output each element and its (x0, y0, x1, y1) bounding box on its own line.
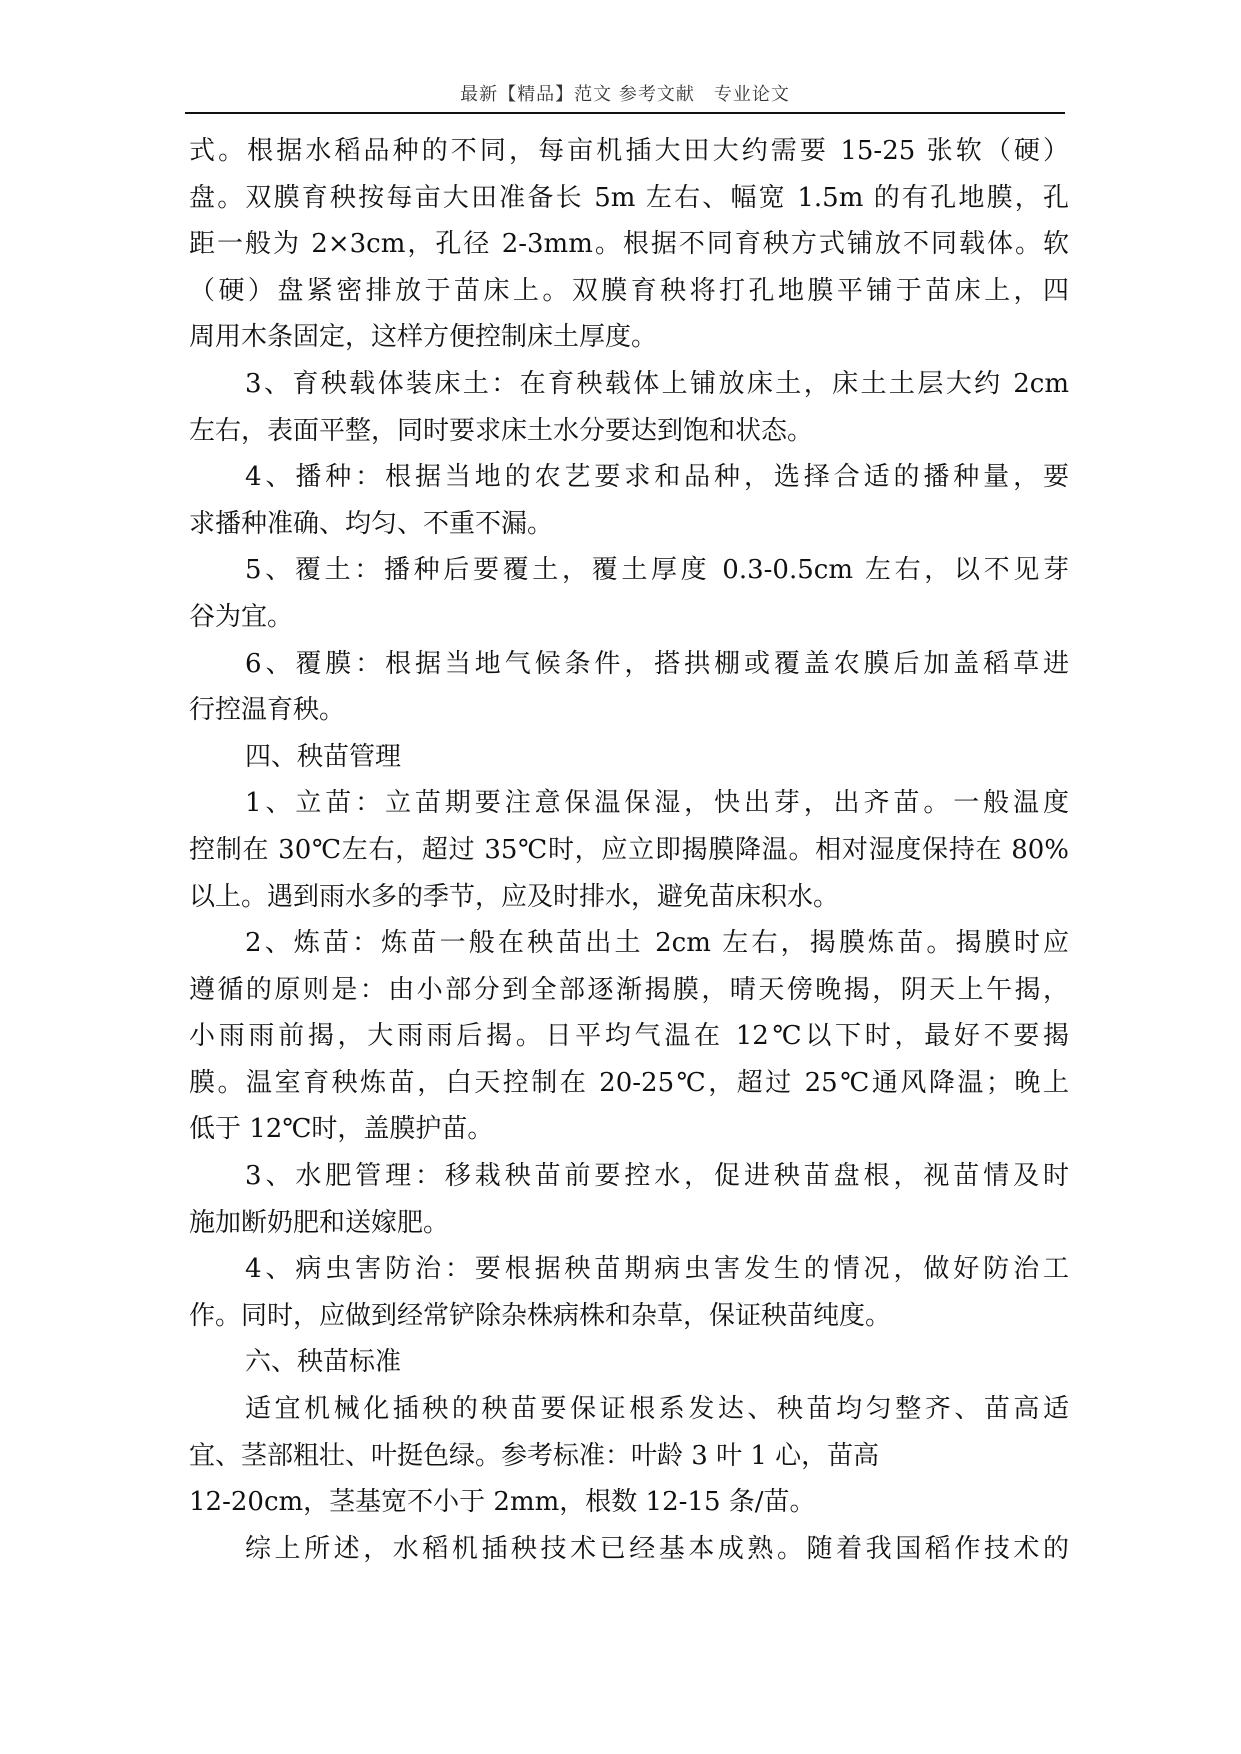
text-line: 距一般为 2×3cm，孔径 2-3mm。根据不同育秧方式铺放不同载体。软 (189, 229, 1069, 260)
text-line: 4、病虫害防治：要根据秧苗期病虫害发生的情况，做好防治工 (245, 1254, 1069, 1285)
text-line: 12-20cm，茎基宽不小于 2mm，根数 12-15 条/苗。 (189, 1487, 816, 1518)
header-divider (185, 112, 1065, 114)
text-line: 6、覆膜：根据当地气候条件，搭拱棚或覆盖农膜后加盖稻草进 (245, 648, 1069, 679)
text-line: 1、立苗：立苗期要注意保温保湿，快出芽，出齐苗。一般温度 (245, 788, 1069, 819)
text-line: 宜、茎部粗壮、叶挺色绿。参考标准：叶龄 3 叶 1 心，苗高 (189, 1440, 880, 1471)
text-line: 施加断奶肥和送嫁肥。 (189, 1207, 450, 1238)
text-line: 谷为宜。 (189, 601, 294, 632)
text-line: 5、覆土：播种后要覆土，覆土厚度 0.3-0.5cm 左右，以不见芽 (245, 555, 1069, 586)
text-line: 求播种准确、均匀、不重不漏。 (189, 508, 554, 539)
text-line: 3、水肥管理：移栽秧苗前要控水，促进秧苗盘根，视苗情及时 (245, 1161, 1069, 1192)
text-line: 六、秧苗标准 (245, 1347, 402, 1378)
text-line: 4、播种：根据当地的农艺要求和品种，选择合适的播种量，要 (245, 462, 1069, 493)
text-line: （硬）盘紧密排放于苗床上。双膜育秧将打孔地膜平铺于苗床上，四 (189, 275, 1069, 306)
text-line: 左右，表面平整，同时要求床土水分要达到饱和状态。 (189, 415, 814, 446)
text-line: 控制在 30℃左右，超过 35℃时，应立即揭膜降温。相对湿度保持在 80% (189, 834, 1069, 865)
page-header: 最新【精品】范文 参考文献 专业论文 (460, 84, 790, 105)
text-line: 行控温育秧。 (189, 695, 346, 726)
text-line: 小雨雨前揭，大雨雨后揭。日平均气温在 12℃以下时，最好不要揭 (189, 1021, 1069, 1052)
text-line: 遵循的原则是：由小部分到全部逐渐揭膜，晴天傍晚揭，阴天上午揭， (189, 974, 1069, 1005)
text-line: 式。根据水稻品种的不同，每亩机插大田大约需要 15-25 张软（硬） (189, 136, 1069, 166)
text-line: 作。同时，应做到经常铲除杂株病株和杂草，保证秧苗纯度。 (189, 1300, 892, 1331)
text-line: 盘。双膜育秧按每亩大田准备长 5m 左右、幅宽 1.5m 的有孔地膜，孔 (189, 182, 1069, 213)
text-line: 低于 12℃时，盖膜护苗。 (189, 1114, 494, 1145)
text-line: 膜。温室育秧炼苗，白天控制在 20-25℃，超过 25℃通风降温；晚上 (189, 1067, 1069, 1098)
text-line: 2、炼苗：炼苗一般在秧苗出土 2cm 左右，揭膜炼苗。揭膜时应 (245, 928, 1069, 959)
text-line: 四、秧苗管理 (245, 741, 402, 772)
text-line: 以上。遇到雨水多的季节，应及时排水，避免苗床积水。 (189, 881, 840, 912)
text-line: 适宜机械化插秧的秧苗要保证根系发达、秧苗均匀整齐、苗高适 (245, 1394, 1069, 1425)
text-line: 综上所述，水稻机插秧技术已经基本成熟。随着我国稻作技术的 (245, 1533, 1069, 1564)
document-body (189, 128, 1069, 1572)
text-line: 周用木条固定，这样方便控制床土厚度。 (189, 322, 658, 353)
text-line: 3、育秧载体装床土：在育秧载体上铺放床土，床土土层大约 2cm (245, 368, 1069, 399)
